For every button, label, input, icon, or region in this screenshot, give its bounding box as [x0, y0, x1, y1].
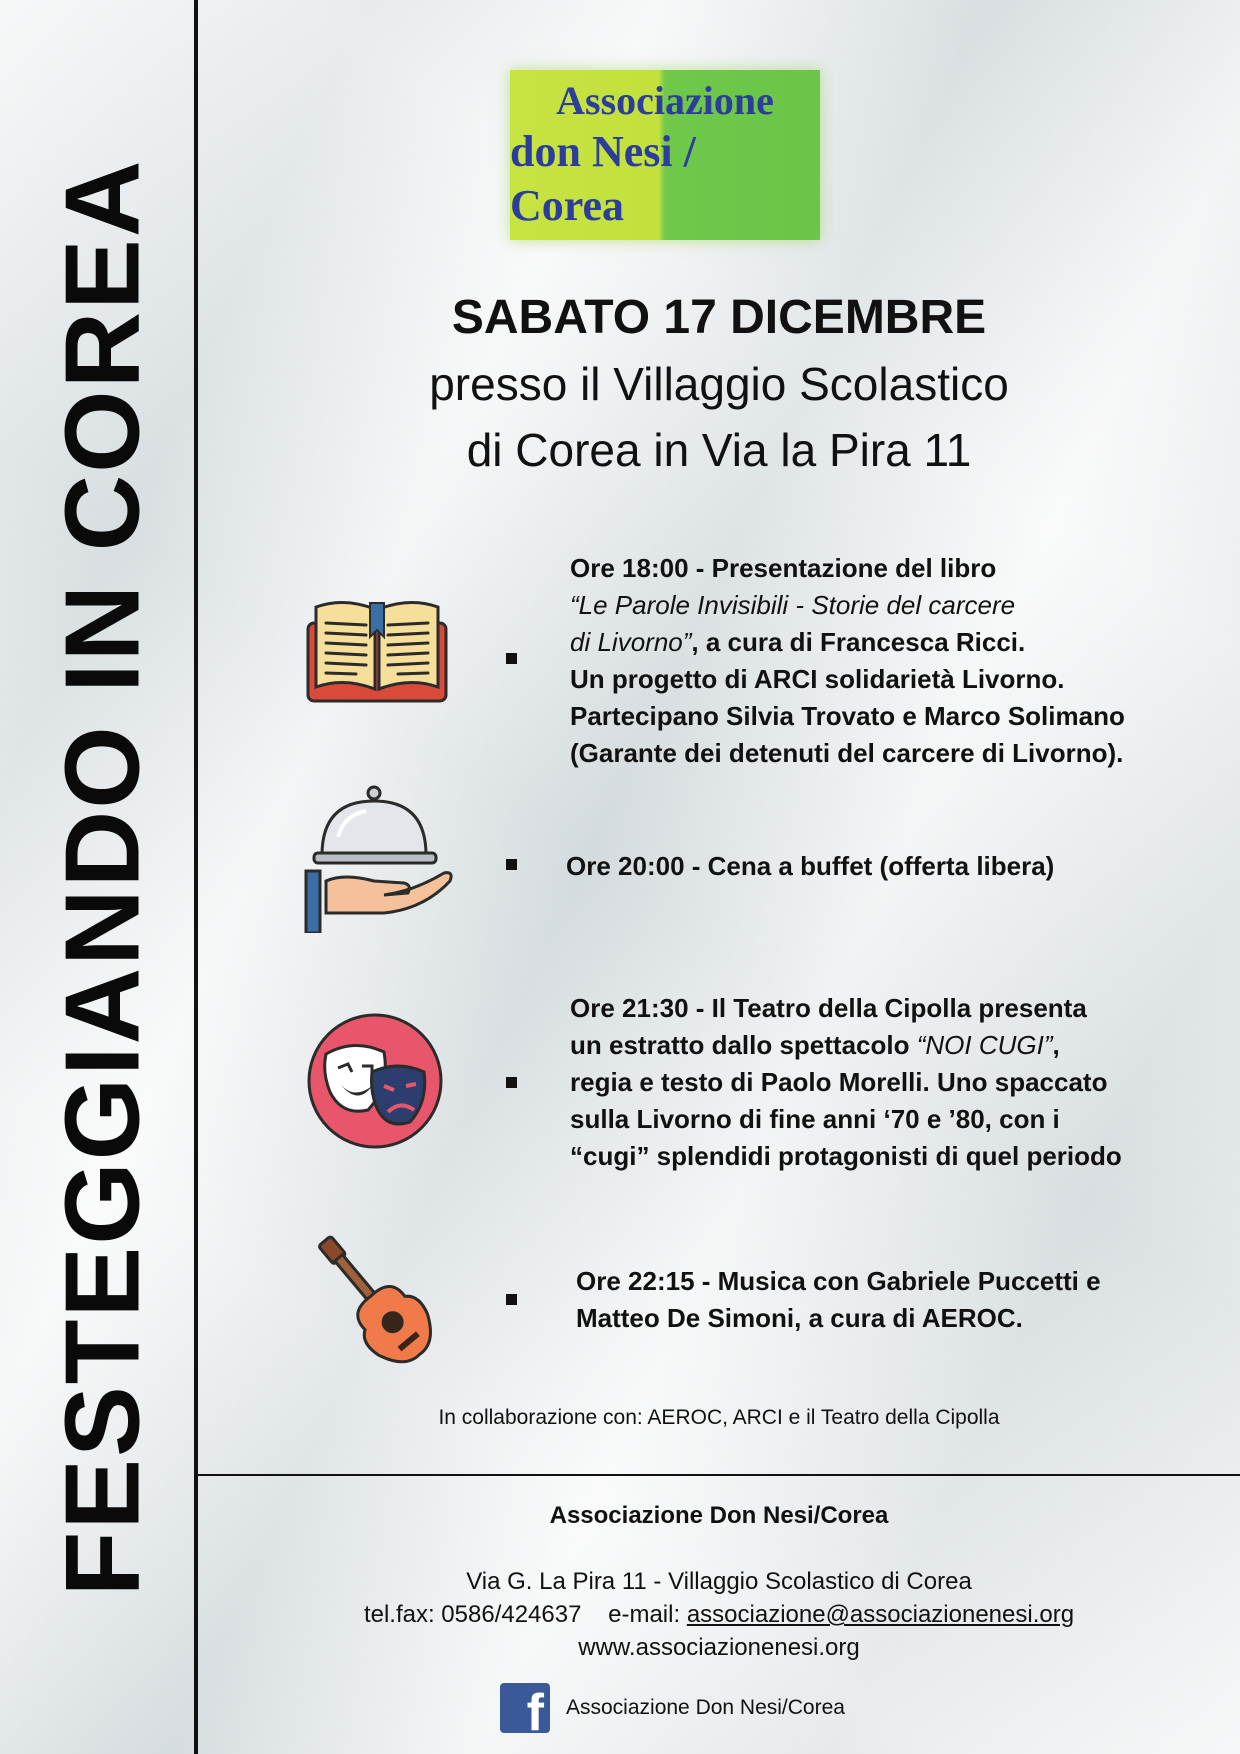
sidebar-title	[18, 0, 188, 1754]
event-1-line-4: Un progetto di ARCI solidarietà Livorno.	[570, 664, 1065, 694]
book-icon	[304, 595, 450, 705]
event-2-text	[566, 848, 1054, 885]
facebook-label: Associazione Don Nesi/Corea	[566, 1696, 845, 1719]
event-1-line-1: Ore 18:00 - Presentazione del libro	[570, 553, 997, 583]
footer-website[interactable]: www.associazionenesi.org	[578, 1634, 860, 1661]
event-1-line-5: Partecipano Silvia Trovato e Marco Solimano	[570, 701, 1125, 731]
event-3-line-2: un estratto dallo spettacolo	[570, 1030, 917, 1060]
footer-contacts	[198, 1601, 1240, 1629]
event-1-line-3: di Livorno”	[570, 627, 692, 657]
event-1-line-2: “Le Parole Invisibili - Storie del carcere	[570, 590, 1016, 620]
logo-line-1: Associazione	[556, 78, 774, 123]
event-3-line-3: regia e testo di Paolo Morelli. Uno spaccato	[570, 1067, 1108, 1097]
event-1-text	[570, 550, 1125, 772]
event-3-line-1: Ore 21:30 - Il Teatro della Cipolla presenta	[570, 993, 1087, 1023]
footer-email-link[interactable]: associazione@associazionenesi.org	[686, 1601, 1075, 1628]
event-4-line-2: Matteo De Simoni, a cura di AEROC.	[576, 1303, 1023, 1333]
event-3-line-2b: ,	[1052, 1030, 1060, 1060]
association-logo	[510, 70, 820, 240]
vertical-divider	[194, 0, 198, 1754]
footer-telfax: tel.fax: 0586/424637	[363, 1601, 582, 1628]
event-3-show-title: “NOI CUGI”	[916, 1030, 1053, 1060]
venue-line-2: di Corea in Via la Pira 11	[466, 424, 972, 476]
facebook-icon[interactable]: f	[500, 1683, 550, 1733]
footer-address: Via G. La Pira 11 - Villaggio Scolastico di Corea	[466, 1568, 972, 1595]
event-3-line-4: sulla Livorno di fine anni ‘70 e ’80, con i	[570, 1104, 1060, 1134]
logo-line-2: don Nesi / Corea	[510, 127, 696, 230]
facebook-row[interactable]	[500, 1683, 845, 1733]
event-date: SABATO 17 DICEMBRE	[451, 291, 987, 344]
collaboration-note: In collaborazione con: AEROC, ARCI e il Teatro della Cipolla	[438, 1406, 1000, 1429]
bullet-2	[506, 859, 517, 870]
event-1-line-3b: , a cura di Francesca Ricci.	[691, 627, 1026, 657]
event-3-text	[570, 990, 1122, 1175]
bullet-3	[506, 1077, 517, 1088]
event-3-line-5: “cugi” splendidi protagonisti di quel periodo	[570, 1141, 1122, 1171]
event-heading	[198, 290, 1240, 483]
bullet-1	[506, 653, 517, 664]
footer-org-name: Associazione Don Nesi/Corea	[549, 1502, 889, 1529]
event-4-line-1: Ore 22:15 - Musica con Gabriele Puccetti e	[576, 1266, 1101, 1296]
bullet-4	[506, 1294, 517, 1305]
sidebar-title-text: FESTEGGIANDO IN COREA	[43, 158, 162, 1596]
event-2-line-1: Ore 20:00 - Cena a buffet (offerta libera)	[566, 851, 1055, 881]
venue-line-1: presso il Villaggio Scolastico	[429, 358, 1009, 410]
footer-email-label: e-mail:	[608, 1601, 687, 1628]
event-1-line-6: (Garante dei detenuti del carcere di Livorno).	[570, 738, 1124, 768]
cloche-serving-hand-icon	[304, 785, 454, 933]
event-4-text	[576, 1263, 1101, 1337]
horizontal-divider	[198, 1474, 1240, 1476]
theater-masks-icon	[306, 1012, 444, 1150]
guitar-icon	[306, 1233, 442, 1367]
